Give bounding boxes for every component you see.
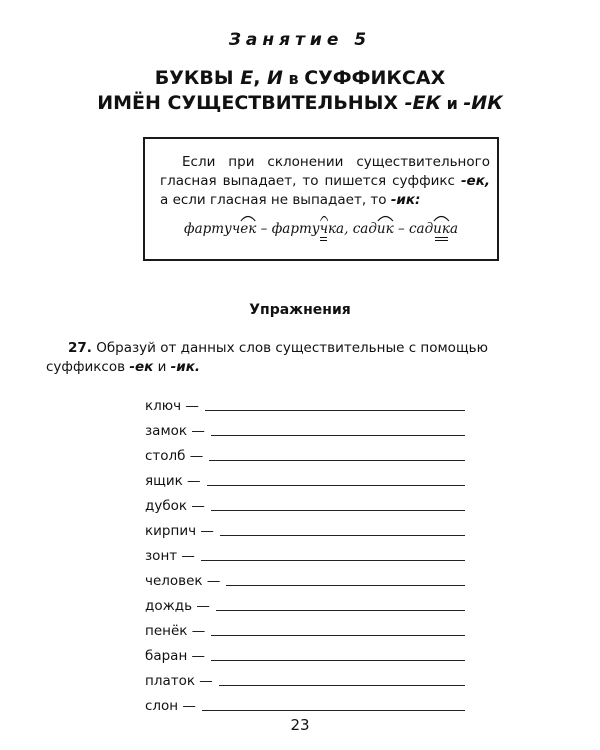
word-row[interactable]: слон — (145, 690, 465, 715)
word-row[interactable]: баран — (145, 640, 465, 665)
example-word: фартуч ек (184, 221, 256, 237)
answer-line[interactable] (202, 709, 465, 711)
answer-line[interactable] (219, 684, 465, 686)
answer-line[interactable] (209, 459, 465, 461)
word-row[interactable]: зонт — (145, 540, 465, 565)
answer-line[interactable] (211, 659, 465, 661)
title-line-1: БУКВЫ Е, И в СУФФИКСАХ (154, 67, 446, 89)
word-row[interactable]: столб — (145, 440, 465, 465)
word-row[interactable]: ящик — (145, 465, 465, 490)
word-row[interactable]: ключ — (145, 390, 465, 415)
rule-text: Если при склонении существительного гласная выпадает, то пишется суффикс -ек, а если гласная не выпадает, то -ик: (160, 154, 490, 208)
page-number: 23 (290, 716, 310, 734)
answer-line[interactable] (211, 434, 465, 436)
word-row[interactable]: платок — (145, 665, 465, 690)
exercises-heading: Упражнения (249, 302, 351, 318)
word-row[interactable]: человек — (145, 565, 465, 590)
rule-examples: фартуч ек – фарту ч ка, сад ик – сад ик а (145, 221, 497, 237)
answer-line[interactable] (216, 609, 465, 611)
task-27-text: 27. Образуй от данных слов существительные с помощью суффиксов -ек и -ик. (46, 340, 488, 375)
answer-line[interactable] (201, 559, 465, 561)
answer-line[interactable] (220, 534, 465, 536)
word-row[interactable]: пенёк — (145, 615, 465, 640)
word-row[interactable]: дубок — (145, 490, 465, 515)
answer-line[interactable] (211, 634, 465, 636)
word-list (145, 390, 465, 715)
title-line-2: ИМЁН СУЩЕСТВИТЕЛЬНЫХ -ЕК и -ИК (97, 92, 503, 114)
lesson-label: Занятие 5 (228, 30, 372, 50)
example-word: фарту ч ка (272, 221, 344, 237)
answer-line[interactable] (205, 409, 465, 411)
example-word: сад ик (353, 221, 394, 237)
rule-box (143, 137, 499, 261)
answer-line[interactable] (207, 484, 465, 486)
answer-line[interactable] (211, 509, 465, 511)
word-row[interactable]: дождь — (145, 590, 465, 615)
answer-line[interactable] (226, 584, 465, 586)
example-word: сад ик а (409, 221, 458, 237)
word-row[interactable]: замок — (145, 415, 465, 440)
page-title (0, 66, 600, 116)
word-row[interactable]: кирпич — (145, 515, 465, 540)
